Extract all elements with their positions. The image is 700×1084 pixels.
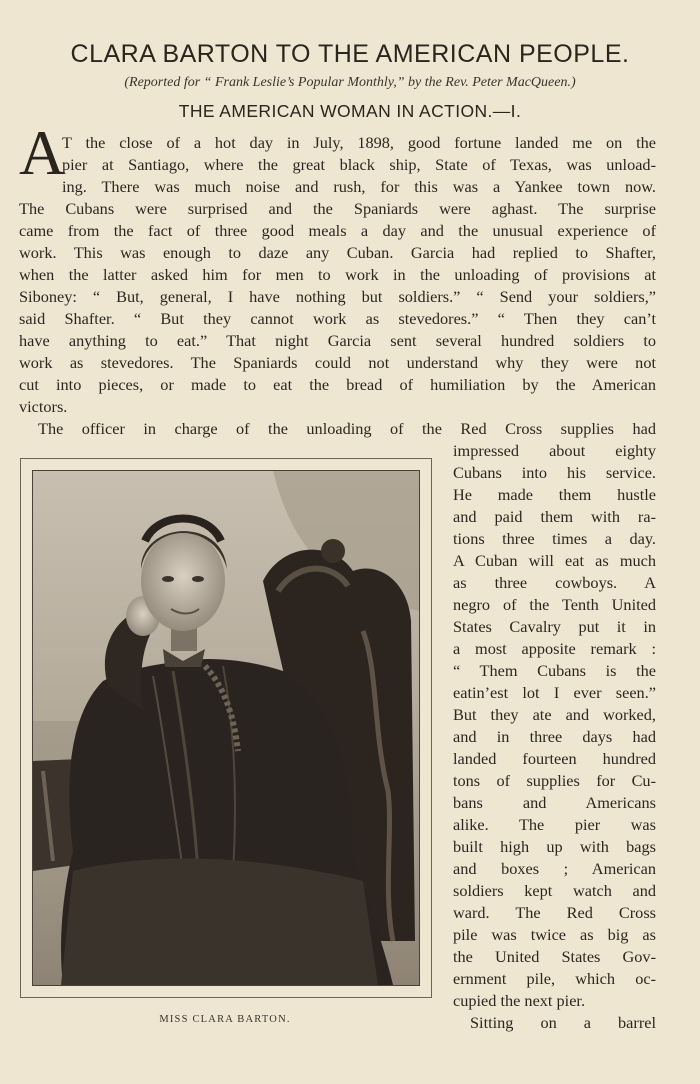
column-line: pile was twice as big as <box>453 925 656 944</box>
column-line: and in three days had <box>453 727 656 746</box>
column-line: tions three times a day. <box>453 529 656 548</box>
portrait-illustration <box>33 471 419 985</box>
portrait-frame <box>20 458 432 998</box>
body-line: pier at Santiago, where the great black ship, State of Texas, was unload- <box>62 155 656 174</box>
column-line: cupied the next pier. <box>453 991 586 1010</box>
column-line: A Cuban will eat as much <box>453 551 656 570</box>
body-line: have anything to eat.” That night Garcia sent several hundred soldiers to <box>19 331 656 350</box>
column-line: soldiers kept watch and <box>453 881 656 900</box>
column-line: “ Them Cubans is the <box>453 661 656 680</box>
column-line: and paid them with ra- <box>453 507 656 526</box>
body-line: work as stevedores. The Spaniards could not understand why they were not <box>19 353 656 372</box>
column-line: But they ate and worked, <box>453 705 656 724</box>
portrait-photo <box>32 470 420 986</box>
body-line: victors. <box>19 397 68 416</box>
body-line: said Shafter. “ But they cannot work as stevedores.” “ Then they can’t <box>19 309 656 328</box>
column-line: ernment pile, which oc- <box>453 969 656 988</box>
column-line: Cubans into his service. <box>453 463 656 482</box>
body-line: came from the fact of three good meals a day and the unusual experience of <box>19 221 656 240</box>
body-line: The Cubans were surprised and the Spaniards were aghast. The surprise <box>19 199 656 218</box>
column-line: a most apposite remark : <box>453 639 656 658</box>
body-line: work. This was enough to daze any Cuban. Garcia had replied to Shafter, <box>19 243 656 262</box>
article-title: CLARA BARTON TO THE AMERICAN PEOPLE. <box>70 40 630 68</box>
column-line: States Cavalry put it in <box>453 617 656 636</box>
article-subtitle: THE AMERICAN WOMAN IN ACTION.—I. <box>178 101 522 121</box>
column-line: the United States Gov- <box>453 947 656 966</box>
column-line: ward. The Red Cross <box>453 903 656 922</box>
column-line: landed fourteen hundred <box>453 749 656 768</box>
body-line: T the close of a hot day in July, 1898, good fortune landed me on the <box>62 133 656 152</box>
column-line: eatin’est lot I ever seen.” <box>453 683 656 702</box>
portrait-caption: MISS CLARA BARTON. <box>159 1014 291 1025</box>
column-line: He made them hustle <box>453 485 656 504</box>
body-line: cut into pieces, or made to eat the bread of humiliation by the American <box>19 375 656 394</box>
body-line: when the latter asked him for men to work in the unloading of provisions at <box>19 265 656 284</box>
column-line: bans and Americans <box>453 793 656 812</box>
body-line: The officer in charge of the unloading of the Red Cross supplies had <box>38 419 656 438</box>
article-byline: (Reported for “ Frank Leslie’s Popular Monthly,” by the Rev. Peter MacQueen.) <box>124 75 576 90</box>
column-line: alike. The pier was <box>453 815 656 834</box>
body-line: ing. There was much noise and rush, for this was a Yankee town now. <box>62 177 656 196</box>
column-line: negro of the Tenth United <box>453 595 656 614</box>
drop-cap: A <box>19 117 66 188</box>
column-line: and boxes ; American <box>453 859 656 878</box>
column-line: Sitting on a barrel <box>470 1013 656 1032</box>
column-line: as three cowboys. A <box>453 573 656 592</box>
column-line: tons of supplies for Cu- <box>453 771 656 790</box>
column-line: built high up with bags <box>453 837 656 856</box>
body-line: Siboney: “ But, general, I have nothing but soldiers.” “ Send your soldiers,” <box>19 287 656 306</box>
column-line: impressed about eighty <box>453 441 656 460</box>
